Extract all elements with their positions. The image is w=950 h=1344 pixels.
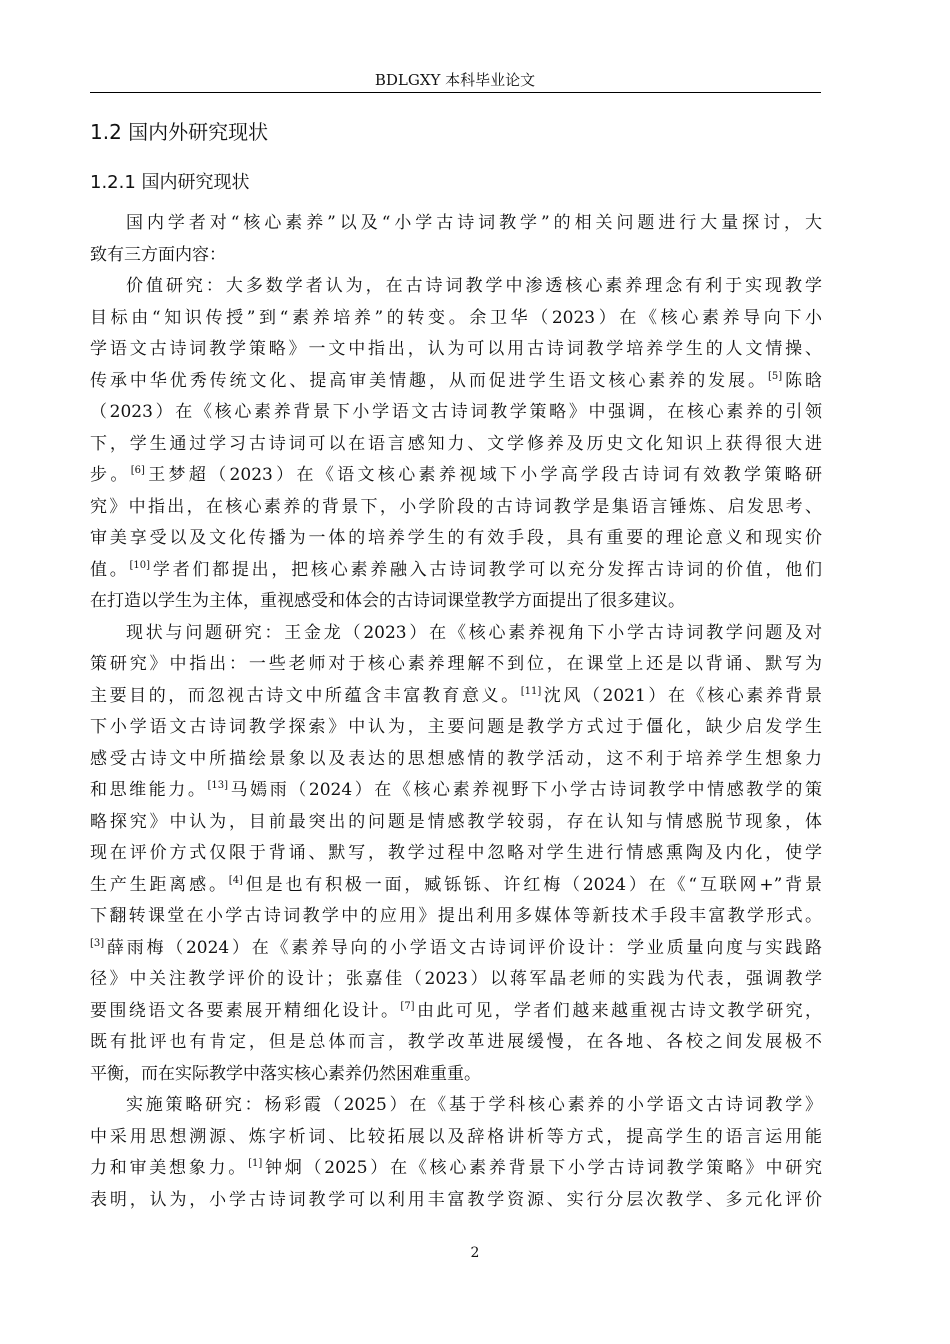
text-line: 下小学语文古诗词教学探索》中认为，主要问题是教学方式过于僵化，缺少启发学生 bbox=[90, 717, 822, 737]
body-text bbox=[90, 208, 822, 1216]
citation-ref: [3] bbox=[90, 937, 105, 949]
text-line: 现在评价方式仅限于背诵、默写，教学过程中忽略对学生进行情感熏陶及内化，使学 bbox=[90, 843, 822, 863]
text-line-cont: 马嫣雨（2024）在《核心素养视野下小学古诗词教学中情感教学的策 bbox=[228, 780, 823, 800]
text-line-cont: 沈风（2021）在《核心素养背景 bbox=[541, 685, 823, 706]
text-line: 目标由“知识传授”到“素养培养”的转变。余卫华（2023）在《核心素养导向下小 bbox=[90, 307, 822, 328]
text-line-cont: 钟炯（2025）在《核心素养背景下小学古诗词教学策略》中研究 bbox=[262, 1158, 823, 1178]
text-line: 表明，认为，小学古诗词教学可以利用丰富教学资源、实行分层次教学、多元化评价 bbox=[90, 1189, 822, 1210]
citation-ref: [10] bbox=[129, 559, 151, 571]
text-line: 在打造以学生为主体，重视感受和体会的古诗词课堂教学方面提出了很多建议。 bbox=[90, 591, 685, 611]
section-heading: 1.2 国内外研究现状 bbox=[90, 120, 269, 144]
text-line: 径》中关注教学评价的设计；张嘉佳（2023）以蒋军晶老师的实践为代表，强调教学 bbox=[90, 969, 822, 989]
text-line-cont: 但是也有积极一面，臧铄铄、许红梅（2024）在《“互联网+”背景 bbox=[242, 874, 823, 895]
text-line-cont: 学者们都提出，把核心素养融入古诗词教学可以充分发挥古诗词的价值，他们 bbox=[150, 559, 823, 580]
text-line: 究》中指出，在核心素养的背景下，小学阶段的古诗词教学是集语言锤炼、启发思考、 bbox=[90, 496, 822, 517]
text-line-cont: 王梦超（2023）在《语文核心素养视域下小学高学段古诗词有效教学策略研 bbox=[144, 465, 823, 485]
header-rule bbox=[90, 92, 821, 93]
text-line: 致有三方面内容： bbox=[90, 244, 226, 265]
text-line: 实施策略研究：杨彩霞（2025）在《基于学科核心素养的小学语文古诗词教学》 bbox=[126, 1095, 822, 1115]
text-line: 下翻转课堂在小学古诗词教学中的应用》提出利用多媒体等新技术手段丰富教学形式。 bbox=[90, 906, 822, 926]
citation-ref: [11] bbox=[520, 685, 542, 697]
page-number: 2 bbox=[470, 1245, 480, 1261]
text-line: 要围绕语文各要素展开精细化设计。 bbox=[90, 1000, 401, 1021]
text-line: 生产生距离感。 bbox=[90, 874, 229, 895]
citation-ref: [6] bbox=[130, 465, 145, 476]
text-line: 传承中华优秀传统文化、提高审美情趣，从而促进学生语文核心素养的发展。 bbox=[90, 370, 768, 391]
text-line: 现状与问题研究：王金龙（2023）在《核心素养视角下小学古诗词教学问题及对 bbox=[126, 622, 822, 643]
text-line: 价值研究：大多数学者认为，在古诗词教学中渗透核心素养理念有利于实现教学 bbox=[126, 276, 822, 296]
text-line: （2023）在《核心素养背景下小学语文古诗词教学策略》中强调，在核心素养的引领 bbox=[90, 402, 822, 422]
citation-ref: [13] bbox=[207, 780, 228, 791]
text-line: 平衡，而在实际教学中落实核心素养仍然困难重重。 bbox=[90, 1063, 481, 1084]
running-header: BDLGXY 本科毕业论文 bbox=[374, 71, 536, 89]
text-line: 力和审美想象力。 bbox=[90, 1158, 249, 1178]
text-line: 既有批评也有肯定，但是总体而言，教学改革进展缓慢，在各地、各校之间发展极不 bbox=[90, 1032, 822, 1052]
subsection-heading: 1.2.1 国内研究现状 bbox=[90, 172, 250, 193]
text-line: 学语文古诗词教学策略》一文中指出，认为可以用古诗词教学培养学生的人文情操、 bbox=[90, 339, 822, 359]
text-line: 值。 bbox=[90, 559, 130, 580]
text-line: 步。 bbox=[90, 465, 131, 485]
text-line: 下，学生通过学习古诗词可以在语言感知力、文学修养及历史文化知识上获得很大进 bbox=[90, 433, 822, 454]
text-line-cont: 由此可见，学者们越来越重视古诗文教学研究， bbox=[414, 1000, 823, 1021]
text-line: 和思维能力。 bbox=[90, 780, 208, 800]
text-line: 感受古诗文中所描绘景象以及表达的思想感情的教学活动，这不利于培养学生想象力 bbox=[90, 748, 822, 769]
text-line-cont: 陈晗 bbox=[782, 370, 823, 391]
text-line: 国内学者对“核心素养”以及“小学古诗词教学”的相关问题进行大量探讨，大 bbox=[126, 213, 822, 233]
citation-ref: [5] bbox=[767, 370, 783, 382]
citation-ref: [7] bbox=[400, 1000, 415, 1012]
text-line-cont: 薛雨梅（2024）在《素养导向的小学语文古诗词评价设计：学业质量向度与实践路 bbox=[104, 937, 822, 958]
text-line: 略探究》中认为，目前最突出的问题是情感教学较弱，存在认知与情感脱节现象，体 bbox=[90, 811, 822, 832]
citation-ref: [4] bbox=[228, 874, 243, 886]
text-line: 策研究》中指出：一些老师对于核心素养理解不到位，在课堂上还是以背诵、默写为 bbox=[90, 654, 822, 674]
text-line: 中采用思想溯源、炼字析词、比较拓展以及辞格讲析等方式，提高学生的语言运用能 bbox=[90, 1126, 822, 1147]
text-line: 主要目的，而忽视古诗文中所蕴含丰富教育意义。 bbox=[90, 685, 521, 706]
text-line: 审美享受以及文化传播为一体的培养学生的有效手段，具有重要的理论意义和现实价 bbox=[90, 528, 822, 548]
citation-ref: [1] bbox=[248, 1158, 263, 1169]
